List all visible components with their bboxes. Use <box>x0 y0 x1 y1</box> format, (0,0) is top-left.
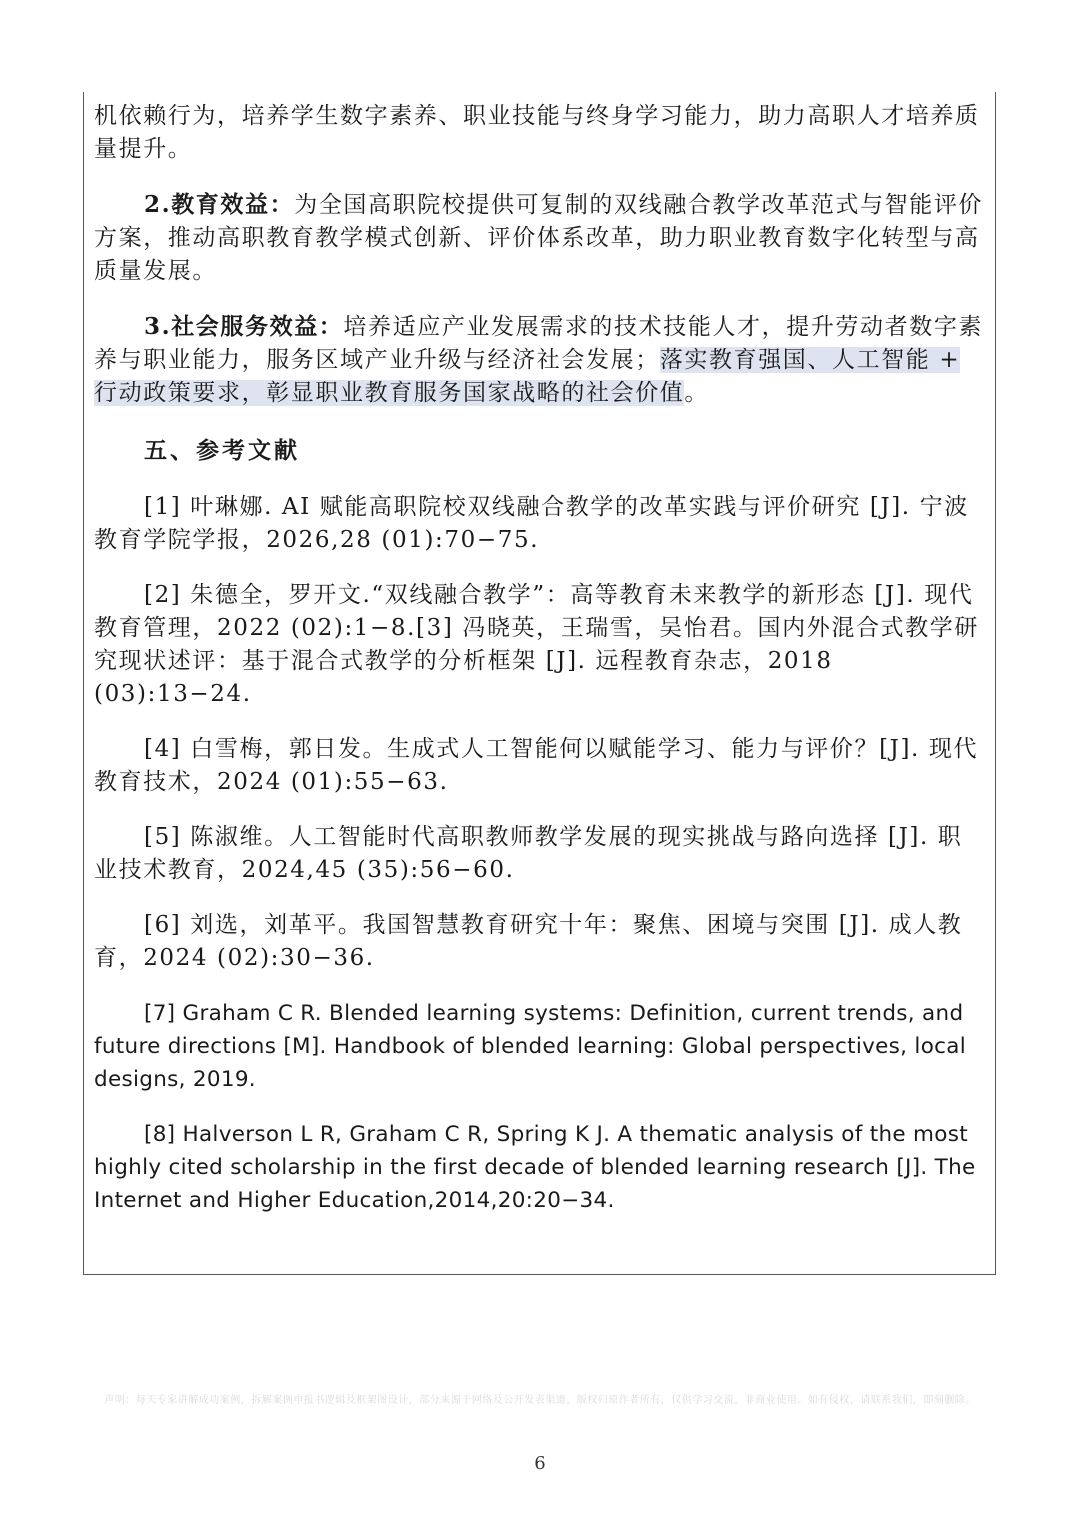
paragraph-end: 。 <box>684 380 710 406</box>
reference-item: [4] 白雪梅，郭日发。生成式人工智能何以赋能学习、能力与评价？[J]. 现代教育技术，2024 (01):55−63. <box>94 736 979 795</box>
paragraph-text: 机依赖行为，培养学生数字素养、职业技能与终身学习能力，助力高职人才培养质量提升。 <box>94 103 980 162</box>
paragraph-education-benefit <box>94 188 986 288</box>
reference-item: [1] 叶琳娜. AI 赋能高职院校双线融合教学的改革实践与评价研究 [J]. 宁波教育学院学报，2026,28 (01):70−75. <box>94 494 969 553</box>
highlighted-text[interactable]: 落实教育强国、人工智能 + 行动政策要求，彰显职业教育服务国家战略的社会价值 <box>94 347 961 406</box>
reference-item: [7] Graham C R. Blended learning systems: Definition, current trends, and future directions [M]. Handbook of blended learning: Global perspectives, local designs, 2019. <box>94 1001 967 1092</box>
reference-item: [8] Halverson L R, Graham C R, Spring K J. A thematic analysis of the most highly cited scholarship in the first decade of blended learning research [J]. The Internet and Higher Education,2014,20:20−34. <box>94 1122 976 1213</box>
paragraph-continuation <box>94 100 986 166</box>
document-body <box>94 100 986 1217</box>
paragraph-social-benefit <box>94 310 986 410</box>
reference-item: [6] 刘选，刘革平。我国智慧教育研究十年：聚焦、困境与突围 [J]. 成人教育，2024 (02):30−36. <box>94 912 963 971</box>
paragraph-text: 为全国高职院校提供可复制的双线融合教学改革范式与智能评价方案，推动高职教育教学模式创新、评价体系改革，助力职业教育数字化转型与高质量发展。 <box>94 192 984 284</box>
paragraph-label: 3.社会服务效益： <box>144 313 344 340</box>
reference-item: [2] 朱德全，罗开文.“双线融合教学”：高等教育未来教学的新形态 [J]. 现代教育管理，2022 (02):1−8.[3] 冯晓英，王瑞雪，吴怡君。国内外混合式教学研究现状述评：基于混合式教学的分析框架 [J]. 远程教育杂志，2018 (03):13−24. <box>94 582 979 707</box>
disclaimer-watermark: 声明：每天专家讲解成功案例，拆解案例申报书逻辑及框架图设计，部分来源于网络及公开发表渠道，版权归原作者所有，仅供学习交流，非商业使用。如有侵权，请联系我们，即刻删除。 <box>104 1395 976 1406</box>
section-heading-references: 五、参考文献 <box>144 437 300 464</box>
paragraph-text: 培养适应产业发展需求的技术技能人才，提升劳动者数字素养与职业能力，服务区域产业升级与经济社会发展； <box>94 314 984 373</box>
reference-item: [5] 陈淑维。人工智能时代高职教师教学发展的现实挑战与路向选择 [J]. 职业技术教育，2024,45 (35):56−60. <box>94 824 963 883</box>
page-number: 6 <box>534 1453 546 1474</box>
paragraph-label: 2.教育效益： <box>144 191 295 218</box>
